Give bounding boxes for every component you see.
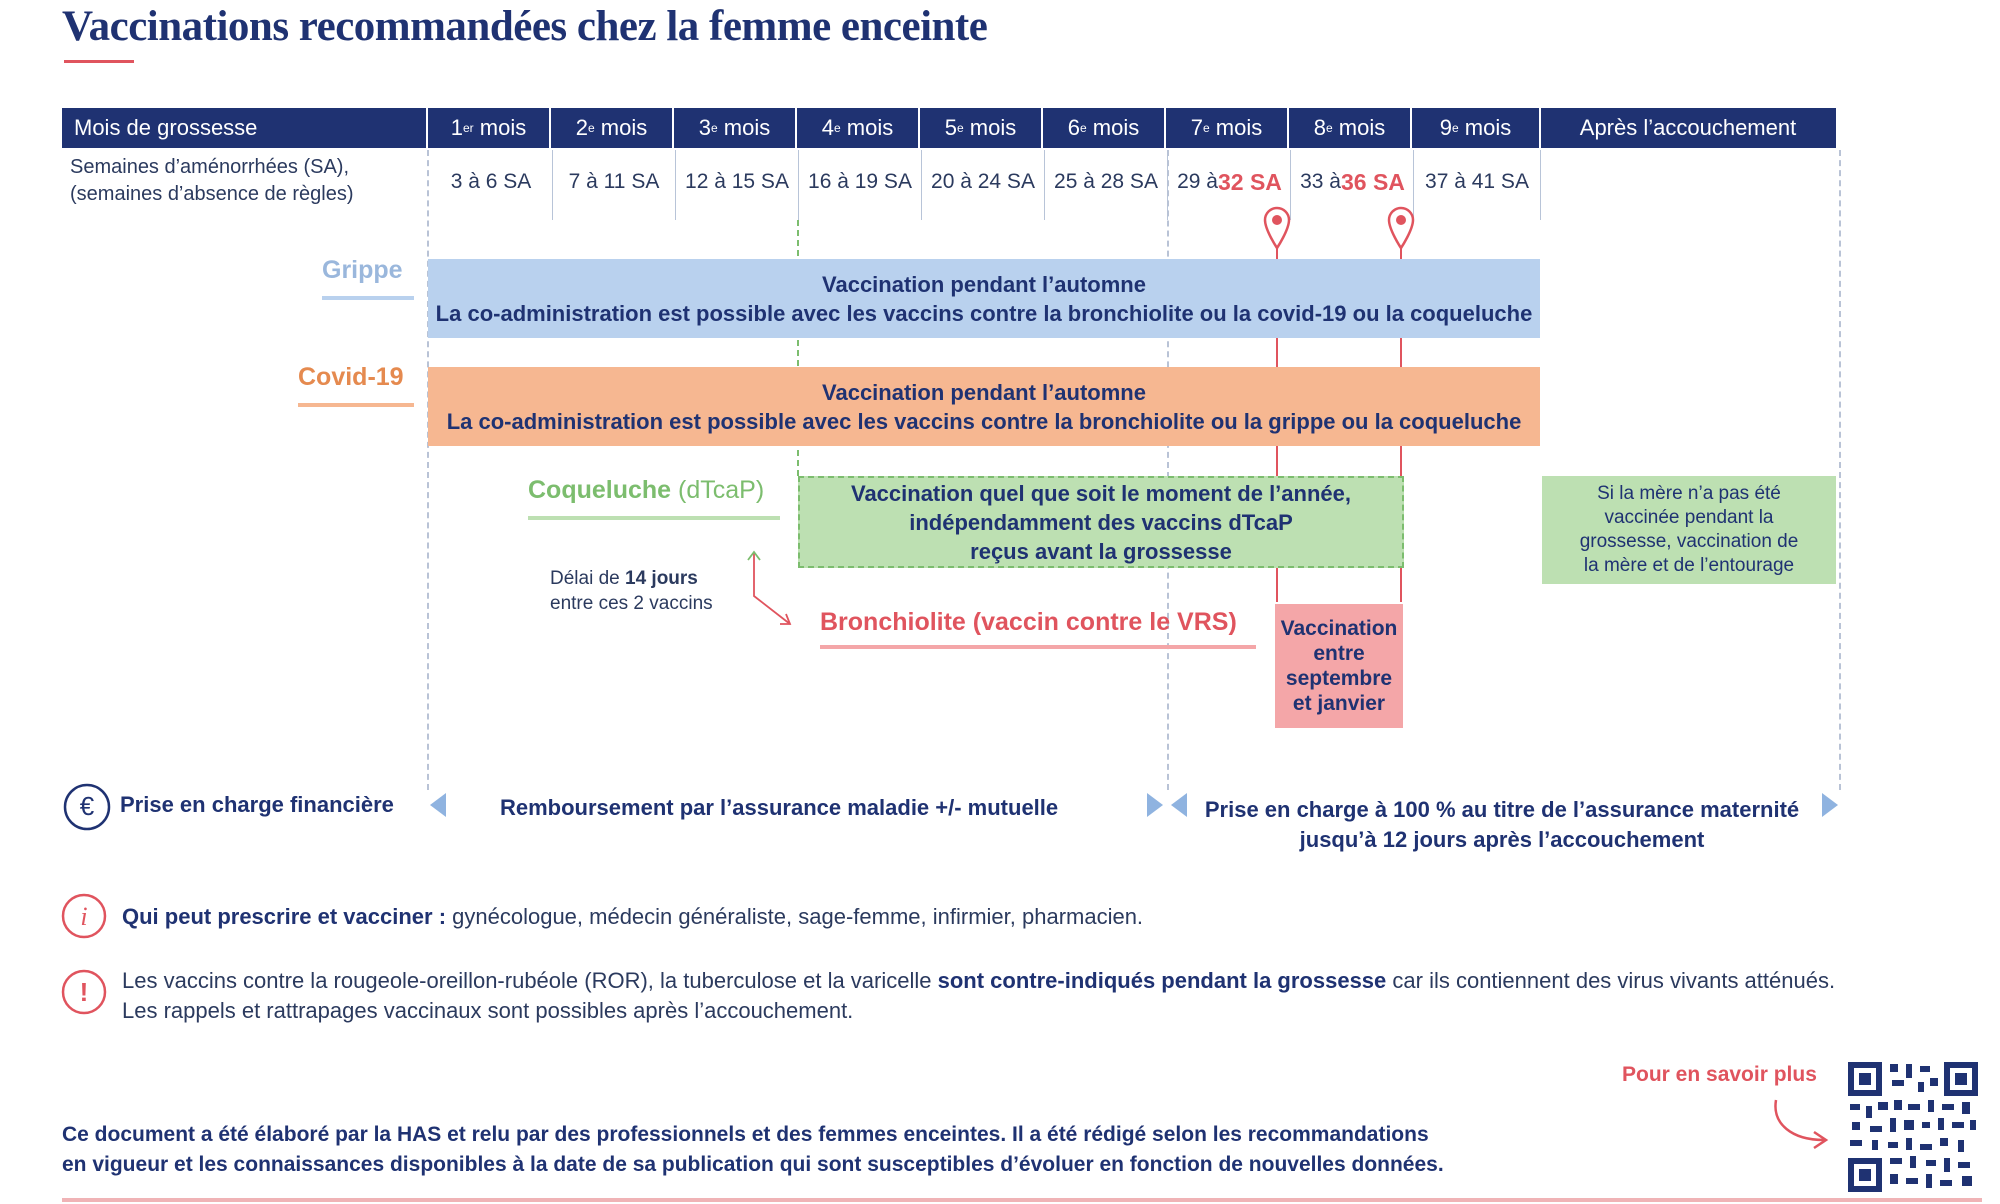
vrs-label-bold: Bronchiolite: [820, 608, 966, 636]
grippe-label: Grippe: [322, 256, 403, 284]
sa-separator: [675, 150, 676, 220]
header-separator: [549, 108, 551, 148]
header-separator: [1041, 108, 1043, 148]
sa-cell-8: [1291, 162, 1414, 202]
sa-label-line1: Semaines d’aménorrhées (SA),: [70, 156, 350, 178]
sa-separator: [921, 150, 922, 220]
delai-note: [550, 566, 713, 616]
coqueluche-label: [528, 476, 764, 505]
header-month-sup: e: [1080, 121, 1087, 135]
coqueluche-band: [798, 476, 1404, 568]
header-month-number: 2: [575, 115, 588, 140]
prescripteurs-text: [122, 904, 1143, 930]
pin-32-sa-icon: [1263, 206, 1291, 250]
prise-en-charge-line2: jusqu’à 12 jours après l’accouchement: [1299, 827, 1705, 852]
prise-en-charge-line1: Prise en charge à 100 % au titre de l’assurance maternité: [1204, 797, 1800, 822]
sa-cell-9: 37 à 41 SA: [1425, 170, 1529, 193]
covid-label: Covid-19: [298, 363, 404, 391]
header-month-word: mois: [963, 115, 1017, 140]
covid-underline: [298, 403, 414, 407]
after-line4: la mère et de l’entourage: [1583, 555, 1795, 576]
header-month-sup: e: [834, 121, 841, 135]
sa-cell-7-pre: 29 à: [1177, 170, 1218, 193]
header-month-word: mois: [840, 115, 894, 140]
sa-cell-8-pre: 33 à: [1300, 170, 1341, 193]
sa-cell-2: 7 à 11 SA: [568, 170, 660, 193]
header-month-number: 9: [1439, 115, 1452, 140]
header-month-word: mois: [1458, 115, 1512, 140]
covid-band: [428, 367, 1540, 446]
header-month-sup: e: [1203, 121, 1210, 135]
vrs-line4: et janvier: [1292, 692, 1386, 715]
header-separator: [426, 108, 428, 148]
header-month-7: [1165, 108, 1288, 148]
covid-line2: La co-administration est possible avec les vaccins contre la bronchiolite ou la grippe ou la coqueluche: [446, 408, 1522, 434]
sa-cell-7-red: 32 SA: [1217, 168, 1282, 195]
vrs-line3: septembre: [1285, 667, 1393, 690]
header-separator: [672, 108, 674, 148]
arrow-right-icon: [1822, 793, 1838, 817]
vrs-line1: Vaccination: [1280, 617, 1398, 640]
sa-cell-8-red: 36 SA: [1340, 168, 1405, 195]
grippe-line1: Vaccination pendant l’automne: [822, 271, 1146, 297]
header-month-6: [1042, 108, 1165, 148]
coqueluche-label-bold: Coqueluche: [528, 476, 672, 504]
header-month-4: [796, 108, 919, 148]
coqueluche-line1: Vaccination quel que soit le moment de l’année,: [850, 480, 1351, 506]
header-month-word: mois: [1086, 115, 1140, 140]
footer-line1: Ce document a été élaboré par la HAS et relu par des professionnels et des femmes enceintes. Il a été rédigé selon les recommandations: [62, 1123, 1429, 1146]
contre-indications-pre: Les vaccins contre la rougeole-oreillon-rubéole (ROR), la tuberculose et la varicelle: [122, 968, 938, 993]
header-month-2: [550, 108, 673, 148]
header-month-number: 7: [1190, 115, 1203, 140]
pour-en-savoir-plus-link[interactable]: Pour en savoir plus: [1622, 1063, 1817, 1086]
sa-cell-4: 16 à 19 SA: [808, 170, 912, 193]
grippe-line2: La co-administration est possible avec les vaccins contre la bronchiolite ou la covid-19 ou la coqueluche: [435, 300, 1533, 326]
after-line1: Si la mère n’a pas été: [1597, 483, 1781, 504]
sa-label: [70, 154, 354, 208]
qr-code-icon[interactable]: [1846, 1060, 1980, 1194]
sa-cell-5: 20 à 24 SA: [931, 170, 1035, 193]
sa-separator: [1044, 150, 1045, 220]
header-month-number: 4: [821, 115, 834, 140]
header-month-word: mois: [1332, 115, 1386, 140]
vrs-line2: entre: [1313, 642, 1365, 665]
prescripteurs-bold: Qui peut prescrire et vacciner :: [122, 904, 447, 929]
arrow-left-icon: [1171, 793, 1187, 817]
header-month-number: 1: [450, 115, 463, 140]
header-month-word: mois: [1209, 115, 1263, 140]
sa-cell-6: 25 à 28 SA: [1054, 170, 1158, 193]
sa-cell-7: [1168, 162, 1291, 202]
contre-indications-bold: sont contre-indiqués pendant la grossesse: [937, 968, 1387, 993]
warning-icon-glyph: !: [79, 977, 89, 1007]
sa-separator: [1540, 150, 1541, 220]
vrs-band: [1275, 604, 1403, 728]
page-title: Vaccinations recommandées chez la femme enceinte: [62, 3, 988, 50]
header-month-sup: e: [1326, 121, 1333, 135]
header-month-sup: e: [711, 121, 718, 135]
header-month-word: mois: [594, 115, 648, 140]
coqueluche-label-rest: (dTcaP): [671, 476, 765, 504]
header-month-word: mois: [473, 115, 527, 140]
header-apres-accouchement: Après l’accouchement: [1579, 115, 1797, 140]
bottom-rule: [62, 1198, 1982, 1202]
prise-en-charge-text: [1192, 795, 1812, 855]
vrs-label: [820, 608, 1237, 637]
after-line3: grossesse, vaccination de: [1579, 531, 1799, 552]
guide-line-start: [427, 150, 429, 790]
sa-separator: [798, 150, 799, 220]
header-separator: [918, 108, 920, 148]
delai-line2: entre ces 2 vaccins: [550, 593, 713, 614]
arrow-right-icon: [1147, 793, 1163, 817]
header-month-sup: e: [588, 121, 595, 135]
contre-indications-post: car ils contiennent des virus vivants atténués. Les rappels et rattrapages vaccinaux sont possibles après l’accouchement.: [122, 968, 1836, 1023]
guide-line-end: [1839, 150, 1841, 790]
after-line2: vaccinée pendant la: [1604, 507, 1774, 528]
footer-note: [62, 1120, 1582, 1180]
header-month-sup: er: [463, 121, 474, 135]
curved-arrow-icon: [1770, 1098, 1832, 1150]
delai-pre: Délai de: [550, 568, 625, 589]
arrow-left-icon: [430, 793, 446, 817]
header-month-word: mois: [717, 115, 771, 140]
header-month-sup: e: [957, 121, 964, 135]
sa-cell-1: 3 à 6 SA: [450, 170, 532, 193]
guide-line-7th-month: [1167, 150, 1169, 790]
header-month-5: [919, 108, 1042, 148]
coqueluche-after-birth-band: [1542, 476, 1836, 584]
financement-label: Prise en charge financière: [120, 792, 394, 817]
header-mois-de-grossesse: Mois de grossesse: [74, 115, 258, 140]
delai-arrow-icon: [740, 548, 802, 630]
sa-cell-3: 12 à 15 SA: [685, 170, 789, 193]
euro-icon: [62, 782, 112, 832]
grippe-band: [428, 259, 1540, 338]
covid-line1: Vaccination pendant l’automne: [822, 379, 1146, 405]
header-month-3: [673, 108, 796, 148]
info-icon-glyph: i: [80, 902, 88, 931]
coqueluche-underline: [528, 516, 780, 520]
contre-indications-text: [122, 966, 1842, 1026]
header-separator: [1287, 108, 1289, 148]
prescripteurs-rest: gynécologue, médecin généraliste, sage-femme, infirmier, pharmacien.: [446, 904, 1144, 929]
header-separator: [1410, 108, 1412, 148]
grippe-underline: [322, 296, 414, 300]
header-month-1: [427, 108, 550, 148]
header-month-9: [1411, 108, 1540, 148]
header-month-sup: e: [1452, 121, 1459, 135]
header-month-number: 3: [698, 115, 711, 140]
delai-bold: 14 jours: [625, 568, 698, 589]
header-month-number: 6: [1067, 115, 1080, 140]
header-separator: [1164, 108, 1166, 148]
footer-line2: en vigueur et les connaissances disponibles à la date de sa publication qui sont susceptibles d’évoluer en fonction de nouvelles données.: [62, 1153, 1444, 1176]
header-month-number: 8: [1313, 115, 1326, 140]
info-icon: [60, 892, 108, 940]
sa-label-line2: (semaines d’absence de règles): [70, 183, 354, 205]
pin-36-sa-icon: [1387, 206, 1415, 250]
coqueluche-line3: reçus avant la grossesse: [970, 538, 1232, 564]
warning-icon: [60, 968, 108, 1016]
header-month-number: 5: [944, 115, 957, 140]
remboursement-text: Remboursement par l’assurance maladie +/- mutuelle: [500, 795, 1059, 820]
euro-icon-glyph: €: [79, 791, 95, 821]
sa-separator: [552, 150, 553, 220]
vrs-label-rest: (vaccin contre le VRS): [965, 608, 1237, 636]
header-separator: [795, 108, 797, 148]
vrs-underline: [820, 645, 1256, 649]
title-underline: [64, 60, 134, 63]
header-month-8: [1288, 108, 1411, 148]
coqueluche-line2: indépendamment des vaccins dTcaP: [909, 509, 1293, 535]
